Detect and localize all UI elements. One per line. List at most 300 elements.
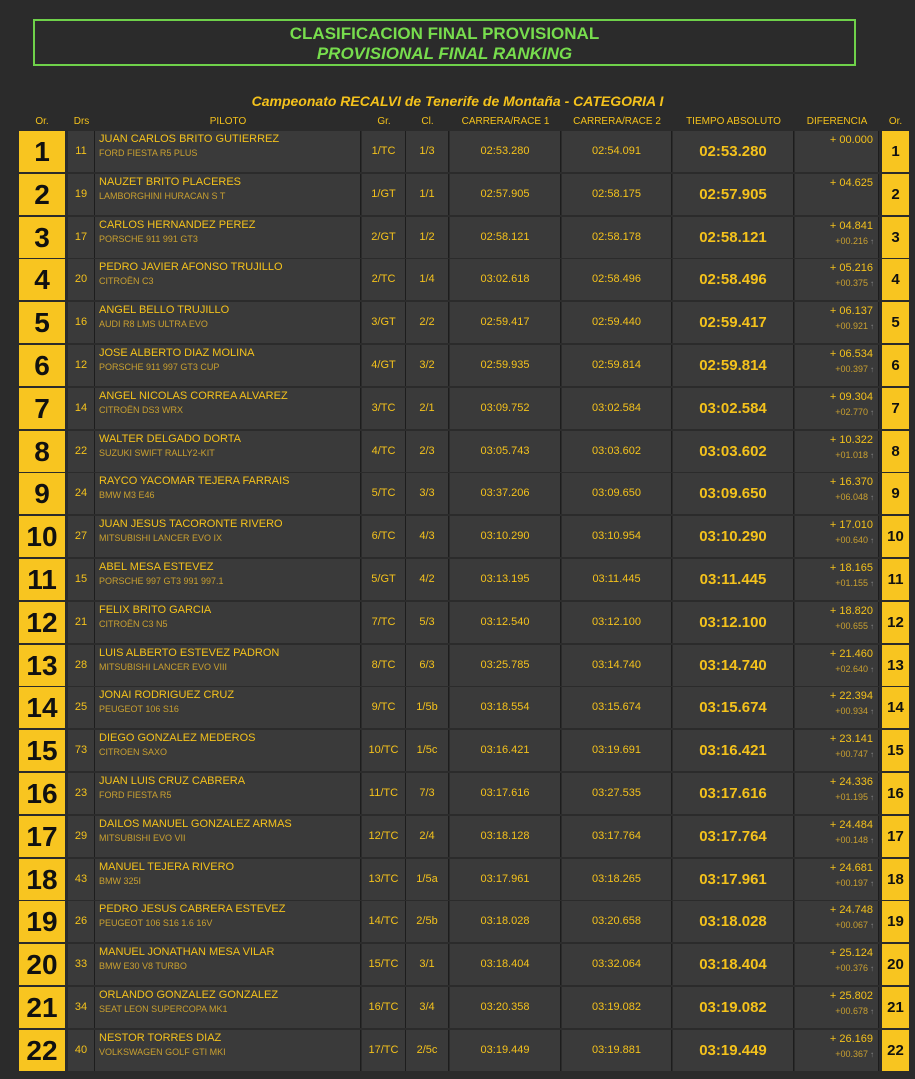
difference-cell [795,217,879,258]
diff-previous [835,792,874,802]
total-time: 03:17.961 [673,859,794,900]
diff-previous [835,664,874,674]
arrow-up-icon: ↑ [870,750,874,760]
header-gr: Gr. [377,116,391,127]
diff-previous [835,749,874,759]
diff-leader: + 18.165 [829,562,873,574]
race1-time: 03:05.743 [450,431,561,472]
total-time: 03:19.082 [673,987,794,1028]
race2-time: 03:19.881 [562,1030,672,1071]
pilot-cell [95,816,361,857]
diff-previous [835,963,874,973]
position: 12 [19,602,65,643]
diff-previous [835,278,874,288]
position: 2 [19,174,65,215]
car-model: MITSUBISHI LANCER EVO VIII [99,661,228,672]
car-model: PORSCHE 911 991 GT3 [99,233,198,244]
car-model: VOLKSWAGEN GOLF GTI MKI [99,1046,226,1057]
arrow-up-icon: ↑ [870,921,874,931]
position: 14 [19,687,65,728]
race2-time: 02:58.496 [562,259,672,300]
diff-previous [835,364,874,374]
race2-time: 03:14.740 [562,645,672,686]
diff-leader: + 25.124 [829,947,873,960]
race1-time: 03:12.540 [450,602,561,643]
diff-leader: + 21.460 [829,647,873,660]
dorsal-number: 40 [68,1030,95,1071]
pilot-cell [95,302,361,343]
table-row [0,944,915,985]
pilot-name: WALTER DELGADO DORTA [99,432,242,445]
race2-time: 03:32.064 [562,944,672,985]
arrow-up-icon: ↑ [870,621,874,631]
dorsal-number: 73 [68,730,95,771]
group-rank: 7/TC [362,602,406,643]
diff-previous-value: +01.018 [835,449,868,460]
race1-time: 03:25.785 [450,645,561,686]
race1-time: 03:09.752 [450,388,561,429]
diff-previous-value: +00.375 [835,278,868,289]
diff-previous-value: +00.678 [835,1006,868,1016]
position-right: 12 [882,602,909,643]
dorsal-number: 12 [68,345,95,386]
position-right: 20 [882,944,909,985]
header-race1: CARRERA/RACE 1 [461,116,550,127]
race1-time: 02:59.417 [450,302,561,343]
group-rank: 13/TC [362,859,406,900]
difference-cell [795,816,879,857]
position-right: 10 [882,516,909,557]
class-rank: 7/3 [406,773,449,814]
diff-previous-value: +00.397 [835,364,868,374]
diff-leader: + 24.681 [829,861,873,874]
dorsal-number: 19 [68,174,95,215]
total-time: 02:58.496 [673,259,794,300]
diff-leader: + 10.322 [829,433,873,446]
race2-time: 02:58.178 [562,217,672,258]
championship-title: Campeonato RECALVI de Tenerife de Montaña - CATEGORIA I [251,93,664,109]
car-model: MITSUBISHI EVO VII [99,832,186,843]
diff-previous [835,1049,874,1059]
diff-previous-value: +00.197 [835,877,868,888]
difference-cell [795,602,879,643]
arrow-up-icon: ↑ [870,1007,874,1016]
class-rank: 3/2 [406,345,449,386]
dorsal-number: 17 [68,217,95,258]
position: 18 [19,859,65,900]
total-time: 03:03.602 [673,431,794,472]
table-row [0,345,915,386]
car-model: BMW M3 E46 [99,490,155,501]
race1-time: 03:18.028 [450,901,561,942]
class-rank: 1/3 [406,131,449,172]
table-row [0,773,915,814]
race2-time: 03:18.265 [562,859,672,900]
diff-leader: + 26.169 [829,1032,873,1045]
position-right: 7 [882,388,909,429]
dorsal-number: 15 [68,559,95,600]
total-time: 03:15.674 [673,687,794,728]
position-right: 4 [882,259,909,300]
race2-time: 03:03.602 [562,431,672,472]
position: 21 [19,987,65,1028]
total-time: 02:57.905 [673,174,794,215]
dorsal-number: 21 [68,602,95,643]
car-model: FORD FIESTA R5 PLUS [99,148,198,158]
arrow-up-icon: ↑ [870,536,874,546]
diff-previous [835,835,874,845]
position: 8 [19,431,65,472]
pilot-cell [95,559,361,600]
position: 20 [19,944,65,985]
header-total: TIEMPO ABSOLUTO [686,116,781,127]
car-model: AUDI R8 LMS ULTRA EVO [99,319,208,330]
pilot-name: PEDRO JAVIER AFONSO TRUJILLO [99,261,283,274]
pilot-name: NAUZET BRITO PLACERES [99,175,242,188]
diff-leader: + 17.010 [829,519,873,532]
race1-time: 03:20.358 [450,987,561,1028]
table-row [0,687,915,728]
table-row [0,559,915,600]
table-row [0,473,915,514]
pilot-cell [95,217,361,258]
diff-leader: + 05.216 [829,262,873,275]
diff-previous [835,450,874,460]
position-right: 21 [882,987,909,1028]
class-rank: 4/2 [406,559,449,600]
diff-previous-value: +00.067 [835,920,868,931]
position-right: 2 [882,174,909,215]
pilot-name: FELIX BRITO GARCIA [99,603,212,616]
position: 3 [19,217,65,258]
total-time: 03:10.290 [673,516,794,557]
dorsal-number: 26 [68,901,95,942]
diff-previous-value: +00.640 [835,535,868,546]
car-model: CITROËN C3 N5 [99,618,168,629]
race2-time: 02:59.814 [562,345,672,386]
diff-previous [835,920,874,930]
difference-cell [795,345,879,386]
race1-time: 03:02.618 [450,259,561,300]
position: 19 [19,901,65,942]
group-rank: 15/TC [362,944,406,985]
group-rank: 2/GT [362,217,406,258]
table-row [0,431,915,472]
diff-leader: + 23.141 [829,733,873,746]
position-right: 6 [882,345,909,386]
diff-leader: + 09.304 [829,390,873,403]
race2-time: 03:17.764 [562,816,672,857]
difference-cell [795,131,879,172]
race1-time: 02:58.121 [450,217,561,258]
race1-time: 03:10.290 [450,516,561,557]
race1-time: 03:37.206 [450,473,561,514]
race1-time: 03:16.421 [450,730,561,771]
car-model: CITROËN DS3 WRX [99,404,184,415]
difference-cell [795,473,879,514]
diff-previous-value: +00.934 [835,706,868,717]
pilot-cell [95,602,361,643]
group-rank: 5/GT [362,559,406,600]
group-rank: 9/TC [362,687,406,728]
arrow-up-icon: ↑ [870,793,874,802]
arrow-up-icon: ↑ [870,450,874,460]
car-model: PEUGEOT 106 S16 1.6 16V [99,918,213,929]
difference-cell [795,259,879,300]
pilot-cell [95,131,361,172]
table-row [0,987,915,1028]
pilot-cell [95,773,361,814]
title-line-1: CLASIFICACION FINAL PROVISIONAL [289,24,600,43]
dorsal-number: 22 [68,431,95,472]
difference-cell [795,302,879,343]
race2-time: 03:20.658 [562,901,672,942]
race2-time: 02:54.091 [562,131,672,172]
diff-previous-value: +00.367 [835,1048,868,1059]
arrow-up-icon: ↑ [870,664,874,674]
car-model: SEAT LEON SUPERCOPA MK1 [99,1004,228,1014]
pilot-cell [95,473,361,514]
table-row [0,388,915,429]
position: 11 [19,559,65,600]
class-rank: 2/5c [406,1030,449,1071]
car-model: LAMBORGHINI HURACAN S T [99,190,226,201]
diff-previous-value: +06.048 [835,492,868,503]
group-rank: 17/TC [362,1030,406,1071]
pilot-cell [95,901,361,942]
diff-leader: + 04.841 [829,219,873,232]
header-or-right: Or. [888,116,903,127]
dorsal-number: 28 [68,645,95,686]
pilot-name: PEDRO JESUS CABRERA ESTEVEZ [99,903,286,916]
class-rank: 1/2 [406,217,449,258]
pilot-name: RAYCO YACOMAR TEJERA FARRAIS [99,475,290,488]
total-time: 03:17.616 [673,773,794,814]
arrow-up-icon: ↑ [870,707,874,717]
diff-previous [835,492,874,502]
total-time: 03:19.449 [673,1030,794,1071]
race2-time: 03:19.082 [562,987,672,1028]
dorsal-number: 14 [68,388,95,429]
header-piloto: PILOTO [209,116,247,127]
position: 13 [19,645,65,686]
race2-time: 02:59.440 [562,302,672,343]
arrow-up-icon: ↑ [870,579,874,588]
pilot-name: JUAN JESUS TACORONTE RIVERO [99,518,283,531]
pilot-name: MANUEL TEJERA RIVERO [99,860,235,873]
title-line-2: PROVISIONAL FINAL RANKING [316,44,573,63]
car-model: BMW E30 V8 TURBO [99,961,187,972]
diff-previous-value: +00.655 [835,620,868,631]
car-model: PEUGEOT 106 S16 [99,704,179,715]
table-row [0,259,915,300]
position-right: 13 [882,645,909,686]
group-rank: 3/GT [362,302,406,343]
dorsal-number: 25 [68,687,95,728]
pilot-cell [95,730,361,771]
car-model: CITROEN SAXO [99,747,168,758]
difference-cell [795,388,879,429]
class-rank: 3/1 [406,944,449,985]
class-rank: 4/3 [406,516,449,557]
position-right: 8 [882,431,909,472]
position-right: 3 [882,217,909,258]
car-model: SUZUKI SWIFT RALLY2-KIT [99,447,215,458]
pilot-name: CARLOS HERNANDEZ PEREZ [99,218,256,231]
table-row [0,602,915,643]
total-time: 03:18.404 [673,944,794,985]
diff-previous-value: +00.216 [835,235,868,246]
class-rank: 2/2 [406,302,449,343]
position-right: 22 [882,1030,909,1071]
table-row [0,859,915,900]
diff-previous-value: +02.770 [835,406,868,417]
difference-cell [795,559,879,600]
diff-previous [835,706,874,716]
class-rank: 6/3 [406,645,449,686]
race1-time: 03:17.961 [450,859,561,900]
race2-time: 03:11.445 [562,559,672,600]
position: 22 [19,1030,65,1071]
race1-time: 02:57.905 [450,174,561,215]
pilot-name: JONAI RODRIGUEZ CRUZ [99,689,235,702]
group-rank: 6/TC [362,516,406,557]
arrow-up-icon: ↑ [870,279,874,289]
difference-cell [795,859,879,900]
race2-time: 03:09.650 [562,473,672,514]
total-time: 02:58.121 [673,217,794,258]
diff-previous [835,407,874,417]
race2-time: 03:15.674 [562,687,672,728]
pilot-cell [95,987,361,1028]
pilot-name: JUAN LUIS CRUZ CABRERA [99,775,246,787]
arrow-up-icon: ↑ [870,878,874,888]
difference-cell [795,773,879,814]
total-time: 03:09.650 [673,473,794,514]
position-right: 5 [882,302,909,343]
car-model: FORD FIESTA R5 [99,790,172,800]
pilot-name: JUAN CARLOS BRITO GUTIERREZ [99,133,280,145]
group-rank: 10/TC [362,730,406,771]
difference-cell [795,645,879,686]
position-right: 17 [882,816,909,857]
car-model: CITROËN C3 [99,276,154,287]
race1-time: 03:19.449 [450,1030,561,1071]
diff-previous-value: +01.195 [835,792,868,802]
position: 5 [19,302,65,343]
class-rank: 1/5a [406,859,449,900]
class-rank: 2/3 [406,431,449,472]
difference-cell [795,1030,879,1071]
race2-time: 02:58.175 [562,174,672,215]
position-right: 1 [882,131,909,172]
position-right: 19 [882,901,909,942]
class-rank: 1/1 [406,174,449,215]
class-rank: 3/4 [406,987,449,1028]
car-model: PORSCHE 997 GT3 991 997.1 [99,576,224,586]
header-or: Or. [35,116,49,127]
position-right: 15 [882,730,909,771]
header-cl: Cl. [421,116,434,127]
position: 15 [19,730,65,771]
race2-time: 03:02.584 [562,388,672,429]
diff-previous-value: +00.747 [835,749,868,760]
car-model: BMW 325I [99,875,142,886]
arrow-up-icon: ↑ [870,322,874,332]
diff-previous [835,236,874,246]
total-time: 03:16.421 [673,730,794,771]
class-rank: 2/5b [406,901,449,942]
position: 9 [19,473,65,514]
position-right: 11 [882,559,909,600]
table-row [0,730,915,771]
table-row [0,816,915,857]
table-row [0,645,915,686]
position: 17 [19,816,65,857]
arrow-up-icon: ↑ [870,964,874,974]
car-model: MITSUBISHI LANCER EVO IX [99,533,223,544]
class-rank: 3/3 [406,473,449,514]
diff-previous-value: +01.155 [835,578,868,588]
group-rank: 1/GT [362,174,406,215]
pilot-cell [95,259,361,300]
race1-time: 02:53.280 [450,131,561,172]
dorsal-number: 33 [68,944,95,985]
pilot-cell [95,174,361,215]
diff-leader: + 24.484 [829,818,873,831]
total-time: 03:02.584 [673,388,794,429]
arrow-up-icon: ↑ [870,493,874,503]
dorsal-number: 23 [68,773,95,814]
arrow-up-icon: ↑ [870,365,874,374]
class-rank: 1/5c [406,730,449,771]
race2-time: 03:27.535 [562,773,672,814]
diff-leader: + 25.802 [829,990,873,1002]
position: 16 [19,773,65,814]
group-rank: 1/TC [362,131,406,172]
arrow-up-icon: ↑ [870,407,874,417]
pilot-cell [95,944,361,985]
pilot-name: ORLANDO GONZALEZ GONZALEZ [99,989,279,1001]
diff-leader: + 06.137 [829,305,873,318]
diff-leader: + 22.394 [829,690,873,703]
diff-previous [835,321,874,331]
diff-previous [835,535,874,545]
table-row [0,516,915,557]
pilot-name: MANUEL JONATHAN MESA VILAR [99,946,275,959]
pilot-cell [95,431,361,472]
group-rank: 12/TC [362,816,406,857]
group-rank: 16/TC [362,987,406,1028]
pilot-name: LUIS ALBERTO ESTEVEZ PADRON [99,646,280,659]
difference-cell [795,174,879,215]
difference-cell [795,987,879,1028]
table-row [0,217,915,258]
diff-leader: + 00.000 [829,134,873,146]
pilot-cell [95,388,361,429]
dorsal-number: 20 [68,259,95,300]
group-rank: 2/TC [362,259,406,300]
pilot-cell [95,687,361,728]
race2-time: 03:10.954 [562,516,672,557]
diff-previous [835,621,874,631]
group-rank: 14/TC [362,901,406,942]
table-row [0,131,915,172]
position-right: 14 [882,687,909,728]
position: 1 [19,131,65,172]
difference-cell [795,944,879,985]
total-time: 03:12.100 [673,602,794,643]
